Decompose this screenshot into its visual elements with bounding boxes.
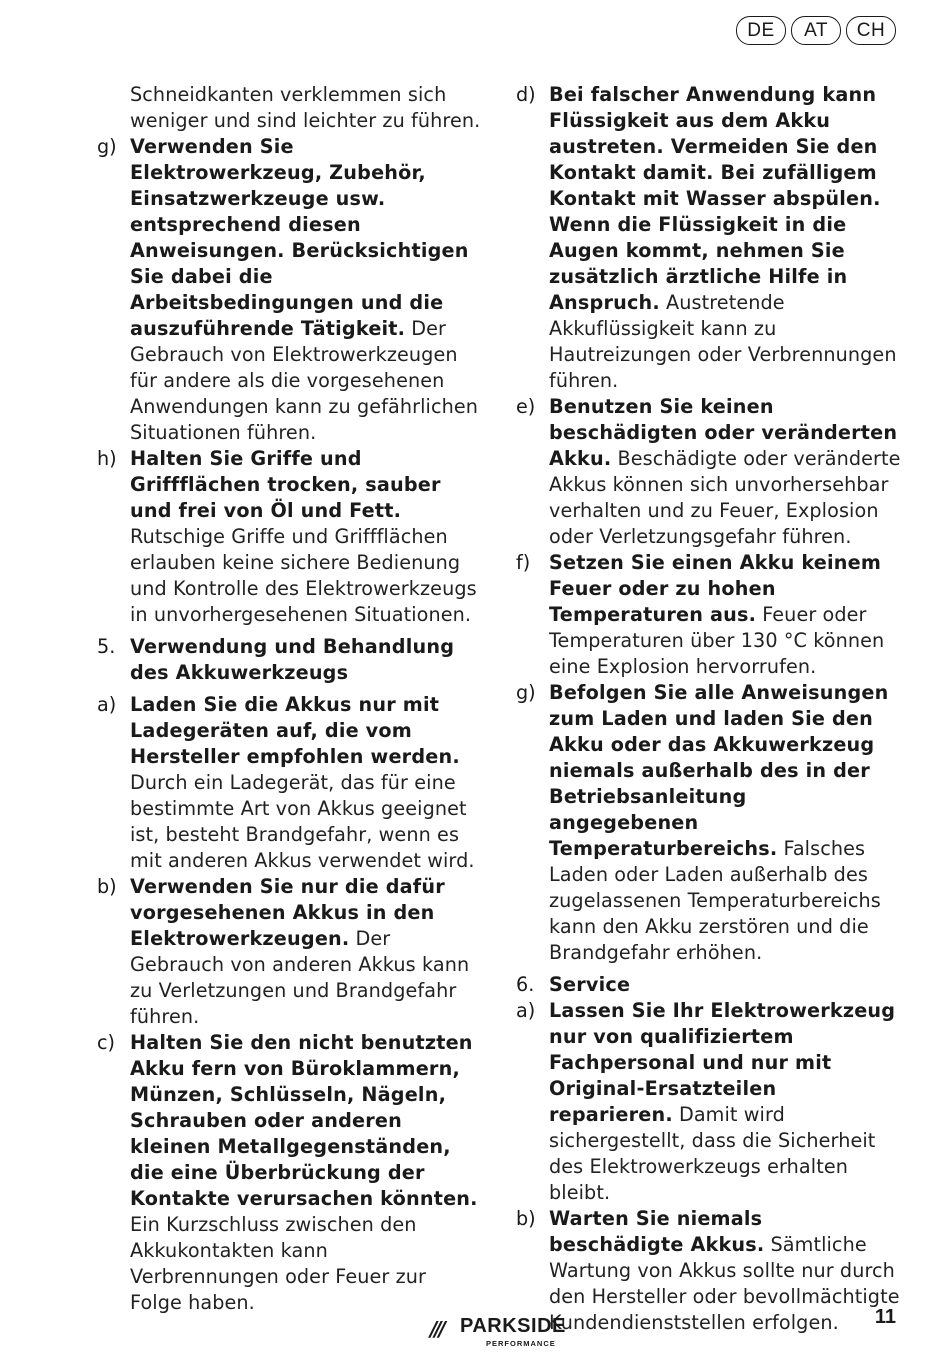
item-bold-text: Verwenden Sie Elektrowerkzeug, Zubehör, Einsatzwerkzeuge usw. entsprechend diesen Anweisungen. Berücksichtigen Sie dabei die Arbeitsbedingungen und die auszuführende Tätigkeit. <box>130 135 469 340</box>
section-number: 5. <box>97 635 116 658</box>
item-bold-text: Bei falscher Anwendung kann Flüssigkeit aus dem Akku austreten. Vermeiden Sie den Kontakt damit. Bei zufälligem Kontakt mit Wasser abspülen. Wenn die Flüssigkeit in die Augen kommt, nehmen Sie zusätzlich ärztliche Hilfe in Anspruch. <box>549 83 881 314</box>
item-text: Durch ein Ladegerät, das für eine bestimmte Art von Akkus geeignet ist, besteht Brandgefahr, wenn es mit anderen Akkus verwendet wird. <box>130 771 475 872</box>
item-text: Der Gebrauch von anderen Akkus kann zu Verletzungen und Brandgefahr führen. <box>130 927 470 1028</box>
page-number: 11 <box>874 1306 896 1328</box>
parkside-logo <box>430 1313 585 1349</box>
item-label: f) <box>516 551 531 574</box>
item-text: Austretende Akkuflüssigkeit kann zu Hautreizungen oder Verbrennungen führen. <box>549 291 897 392</box>
item-bold-text: Lassen Sie Ihr Elektrowerkzeug nur von qualifiziertem Fachpersonal und nur mit Original-Ersatzteilen reparieren. <box>549 999 896 1126</box>
list-item-e <box>516 394 901 550</box>
item-bold-text: Laden Sie die Akkus nur mit Ladegeräten auf, die vom Hersteller empfohlen werden. <box>130 693 460 768</box>
item-label: c) <box>97 1031 116 1054</box>
item-text: Beschädigte oder veränderte Akkus können sich unvorhersehbar verhalten und zu Feuer, Explosion oder Verletzungsgefahr führen. <box>549 447 901 548</box>
item-text: Sämtliche Wartung von Akkus sollte nur durch den Hersteller oder bevollmächtigte Kundendienststellen erfolgen. <box>549 1233 900 1334</box>
section-heading-5 <box>97 634 482 686</box>
item-text: Feuer oder Temperaturen über 130 °C können eine Explosion hervorrufen. <box>549 603 885 678</box>
item-label: d) <box>516 83 536 106</box>
country-badges <box>736 16 896 45</box>
section-heading-6 <box>516 972 901 998</box>
item-label: b) <box>97 875 117 898</box>
item-label: a) <box>516 999 536 1022</box>
item-text: Rutschige Griffe und Griffflächen erlauben keine sichere Bedienung und Kontrolle des Elektrowerkzeugs in unvorhergesehenen Situationen. <box>130 525 477 626</box>
list-item-c-left <box>97 1030 482 1316</box>
item-text: Der Gebrauch von Elektrowerkzeugen für andere als die vorgesehenen Anwendungen kann zu gefährlichen Situationen führen. <box>130 317 479 444</box>
list-item-g-left <box>97 134 482 446</box>
list-item-a-left <box>97 692 482 874</box>
left-column <box>97 82 482 1316</box>
logo-text: PARKSIDE <box>460 1315 566 1337</box>
item-label: h) <box>97 447 117 470</box>
country-badge-de: DE <box>736 16 786 45</box>
item-bold-text: Halten Sie Griffe und Griffflächen trocken, sauber und frei von Öl und Fett. <box>130 447 441 522</box>
list-item-a-right <box>516 998 901 1206</box>
logo-slashes-icon: /// <box>430 1317 443 1341</box>
item-text: Ein Kurzschluss zwischen den Akkukontakten kann Verbrennungen oder Feuer zur Folge haben. <box>130 1213 427 1314</box>
item-text: Damit wird sichergestellt, dass die Sicherheit des Elektrowerkzeugs erhalten bleibt. <box>549 1103 876 1204</box>
list-item-f <box>516 550 901 680</box>
item-bold-text: Benutzen Sie keinen beschädigten oder veränderten Akku. <box>549 395 898 470</box>
list-item-d <box>516 82 901 394</box>
item-bold-text: Warten Sie niemals beschädigte Akkus. <box>549 1207 765 1256</box>
item-label: e) <box>516 395 536 418</box>
right-column <box>516 82 901 1336</box>
country-badge-ch: CH <box>846 16 896 45</box>
item-bold-text: Befolgen Sie alle Anweisungen zum Laden und laden Sie den Akku oder das Akkuwerkzeug niemals außerhalb des in der Betriebsanleitung angegebenen Temperaturbereichs. <box>549 681 889 860</box>
list-item-h <box>97 446 482 628</box>
item-bold-text: Setzen Sie einen Akku keinem Feuer oder zu hohen Temperaturen aus. <box>549 551 882 626</box>
section-title: Service <box>549 973 631 996</box>
item-label: g) <box>516 681 536 704</box>
section-number: 6. <box>516 973 535 996</box>
item-label: g) <box>97 135 117 158</box>
item-label: b) <box>516 1207 536 1230</box>
list-item-b-left <box>97 874 482 1030</box>
item-label: a) <box>97 693 117 716</box>
intro-continuation: Schneidkanten verklemmen sich weniger und sind leichter zu führen. <box>130 83 481 132</box>
country-badge-at: AT <box>791 16 841 45</box>
item-bold-text: Halten Sie den nicht benutzten Akku fern von Büroklammern, Münzen, Schlüsseln, Nägeln, Schrauben oder anderen kleinen Metallgegenständen, die eine Überbrückung der Kontakte verursachen könnten. <box>130 1031 478 1210</box>
section-title: Verwendung und Behandlung des Akkuwerkzeugs <box>130 635 455 684</box>
list-item-g-right <box>516 680 901 966</box>
logo-subtitle: PERFORMANCE <box>486 1339 556 1348</box>
item-bold-text: Verwenden Sie nur die dafür vorgesehenen Akkus in den Elektrowerkzeugen. <box>130 875 445 950</box>
item-text: Falsches Laden oder Laden außerhalb des zugelassenen Temperaturbereichs kann den Akku zerstören und die Brandgefahr erhöhen. <box>549 837 881 964</box>
